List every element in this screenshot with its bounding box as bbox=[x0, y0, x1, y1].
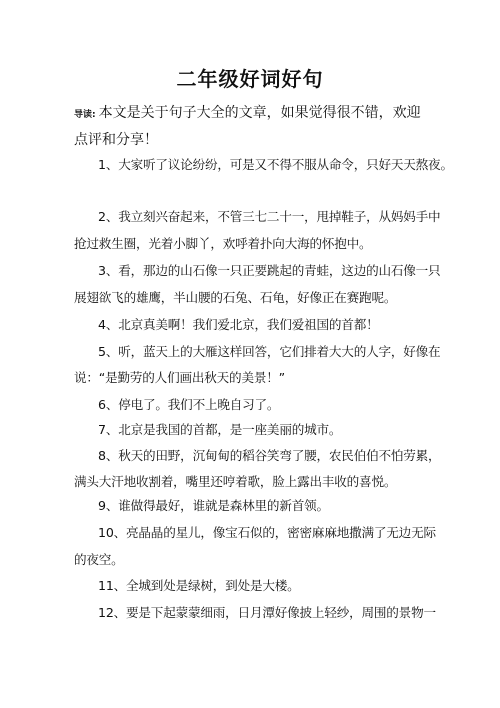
sentence-2-line-1: 2、我立刻兴奋起来，不管三七二十一，甩掉鞋子，从妈妈手中 bbox=[98, 209, 441, 224]
sentence-8-line-2: 满头大汗地收割着，嘴里还哼着歌，脸上露出丰收的喜悦。 bbox=[74, 474, 397, 489]
sentence-6: 6、停电了。我们不上晚自习了。 bbox=[98, 397, 280, 412]
document-title: 二年级好词好句 bbox=[176, 67, 324, 91]
sentence-4: 4、北京真美啊！我们爱北京，我们爱祖国的首都！ bbox=[98, 317, 379, 332]
sentence-5-line-1: 5、听，蓝天上的大雁这样回答，它们排着大大的人字，好像在 bbox=[98, 344, 441, 359]
sentence-12-line-1: 12、要是下起蒙蒙细雨，日月潭好像披上轻纱，周围的景物一 bbox=[98, 605, 436, 620]
sentence-7: 7、北京是我国的首都，是一座美丽的城市。 bbox=[98, 422, 342, 437]
sentence-3-line-1: 3、看，那边的山石像一只正要跳起的青蛙，这边的山石像一只 bbox=[98, 263, 441, 278]
sentence-10-line-1: 10、亮晶晶的星儿，像宝石似的，密密麻麻地撒满了无边无际 bbox=[98, 525, 436, 540]
sentence-5-line-2: 说：“是勤劳的人们画出秋天的美景！” bbox=[74, 370, 285, 385]
intro-text-line-2: 点评和分享！ bbox=[74, 132, 158, 148]
intro-lead-label: 导读: bbox=[74, 110, 96, 120]
sentence-2-line-2: 抢过救生圈，光着小脚丫，欢呼着扑向大海的怀抱中。 bbox=[74, 236, 372, 251]
intro-text-line-1: 本文是关于句子大全的文章，如果觉得很不错，欢迎 bbox=[98, 105, 421, 121]
sentence-10-line-2: 的夜空。 bbox=[74, 552, 124, 567]
sentence-1: 1、大家听了议论纷纷，可是又不得不服从命令，只好天天熬夜。 bbox=[98, 157, 453, 172]
intro-paragraph bbox=[74, 101, 442, 153]
sentence-11: 11、全城到处是绿树，到处是大楼。 bbox=[98, 578, 300, 593]
sentence-9: 9、谁做得最好，谁就是森林里的新首领。 bbox=[98, 498, 329, 513]
sentence-8-line-1: 8、秋天的田野，沉甸甸的稻谷笑弯了腰，农民伯伯不怕劳累， bbox=[98, 448, 441, 463]
sentence-3-line-2: 展翅欲飞的雄鹰，半山腰的石兔、石龟，好像正在赛跑呢。 bbox=[74, 290, 397, 305]
